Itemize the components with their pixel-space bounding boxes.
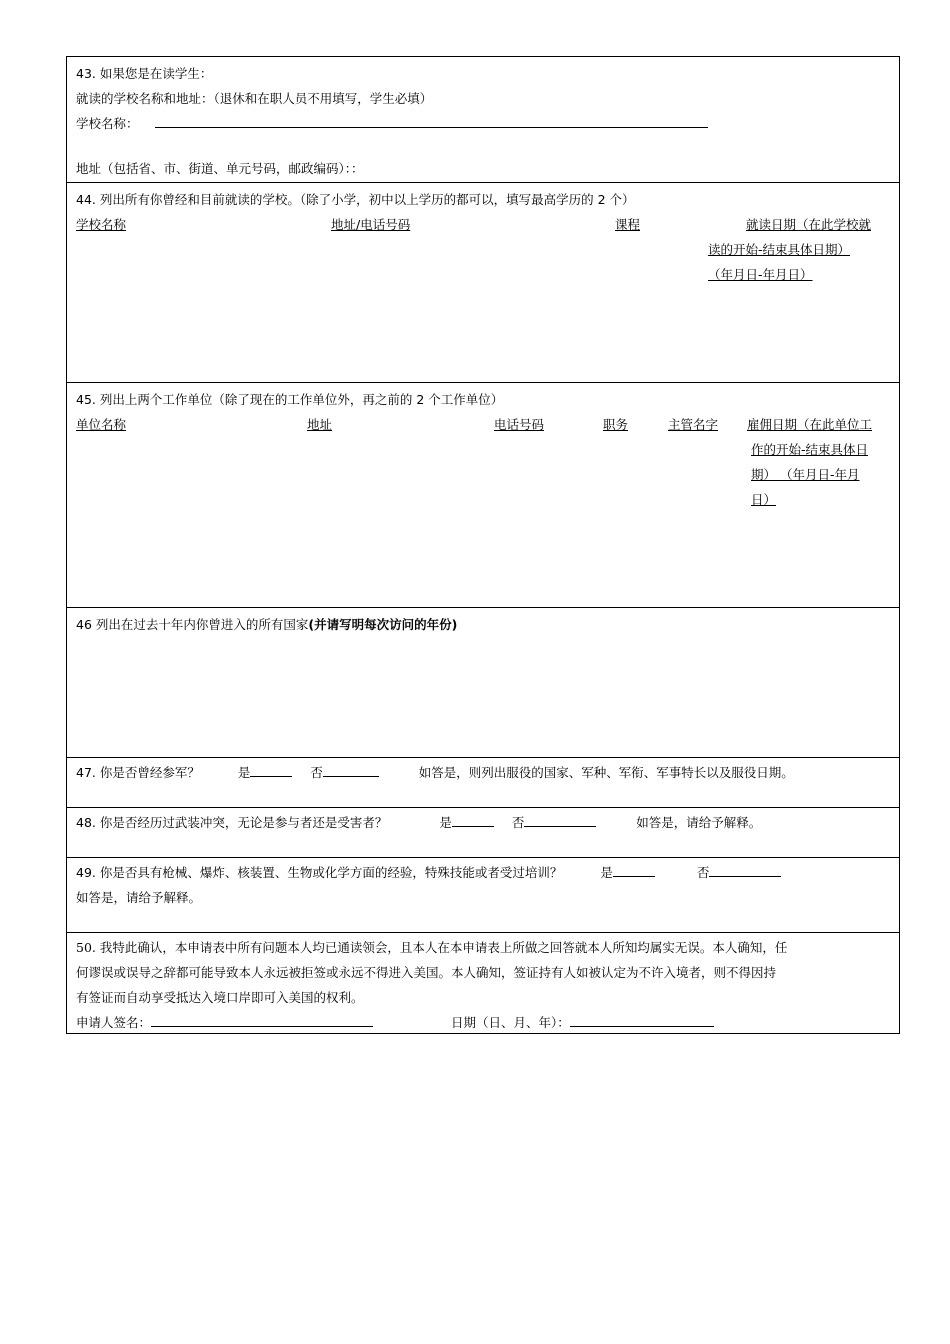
q49-question: 49. 你是否具有枪械、爆炸、核装置、生物或化学方面的经验，特殊技能或者受过培训？ [76,865,563,880]
q45-section [67,383,899,608]
q44-col-dates-line3: （年月日-年月日） [708,267,813,282]
q45-col-supervisor: 主管名字 [668,417,719,432]
q48-section [67,808,899,858]
q50-declaration-line1: 50. 我特此确认，本申请表中所有问题本人均已通读领会，且本人在本申请表上所做之回答就本人所知均属实无误。本人确知，任 [76,940,788,955]
q49-no-field[interactable] [709,862,781,877]
q49-section [67,858,899,933]
school-name-field[interactable] [155,113,708,128]
q45-col-dates-line4: 日） [751,492,777,507]
q50-signature-line [76,1010,891,1035]
q45-col-phone: 电话号码 [494,417,545,432]
q47-yes-label: 是 [237,765,251,780]
q44-col-course: 课程 [615,217,641,232]
q46-question-bold: (并请写明每次访问的年份) [308,617,458,632]
date-field[interactable] [570,1012,714,1027]
q45-col-dates-line3: 期） （年月日-年月 [751,467,860,482]
q50-declaration-line3: 有签证而自动享受抵达入境口岸即可入美国的权利。 [76,990,364,1005]
q47-followup: 如答是，则列出服役的国家、军种、军衔、军事特长以及服役日期。 [418,765,794,780]
q45-col-address: 地址 [307,417,333,432]
q44-col-school-name: 学校名称 [76,217,127,232]
school-name-label: 学校名称： [76,116,139,131]
q47-yes-field[interactable] [250,762,292,777]
q47-no-field[interactable] [323,762,379,777]
q48-yes-field[interactable] [452,812,494,827]
q47-no-label: 否 [310,765,323,780]
q48-line [76,810,891,835]
q44-col-dates-line2: 读的开始-结束具体日期） [708,242,851,257]
q43-title: 43. 如果您是在读学生： [76,66,213,81]
q44-title: 44. 列出所有你曾经和目前就读的学校。（除了小学，初中以上学历的都可以，填写最高学历的 2 个） [76,192,635,207]
q44-section [67,183,899,383]
q46-question: 46 列出在过去十年内你曾进入的所有国家 [76,617,309,632]
q49-followup: 如答是，请给予解释。 [76,890,202,905]
q49-line [76,860,891,885]
q43-section [67,57,899,183]
q46-section [67,608,899,758]
q48-no-label: 否 [511,815,525,830]
q44-col-dates-line1: 就读日期（在此学校就 [746,217,872,232]
q49-no-label: 否 [696,865,710,880]
q50-section [67,933,899,1033]
q43-subtitle: 就读的学校名称和地址：（退休和在职人员不用填写，学生必填） [76,91,433,106]
q45-title: 45. 列出上两个工作单位（除了现在的工作单位外，再之前的 2 个工作单位） [76,392,504,407]
q50-declaration-line2: 何谬误或误导之辞都可能导致本人永远被拒签或永远不得进入美国。本人确知，签证持有人如被认定为不许入境者，则不得因持 [76,965,777,980]
q48-followup: 如答是，请给予解释。 [636,815,762,830]
q45-col-employer-name: 单位名称 [76,417,127,432]
q45-col-dates-line1: 雇佣日期（在此单位工 [747,417,873,432]
q47-question: 47. 你是否曾经参军？ [76,765,200,780]
q46-title [76,612,891,637]
q47-line [76,760,891,785]
q45-col-position: 职务 [603,417,629,432]
visa-form-table [66,56,900,1034]
q48-question: 48. 你是否经历过武装冲突，无论是参与者还是受害者？ [76,815,388,830]
q43-address-label: 地址（包括省、市、街道、单元号码，邮政编码）：： [76,161,364,176]
signature-field[interactable] [151,1012,373,1027]
date-label: 日期（日、月、年）： [450,1015,570,1030]
q44-col-address-phone: 地址/电话号码 [331,217,411,232]
q43-school-line [76,111,891,136]
q45-col-dates-line2: 作的开始-结束具体日 [751,442,869,457]
signature-label: 申请人签名： [76,1015,152,1030]
q49-yes-label: 是 [600,865,613,880]
q49-yes-field[interactable] [613,862,655,877]
q48-yes-label: 是 [439,815,452,830]
q48-no-field[interactable] [524,812,596,827]
q47-section [67,758,899,808]
